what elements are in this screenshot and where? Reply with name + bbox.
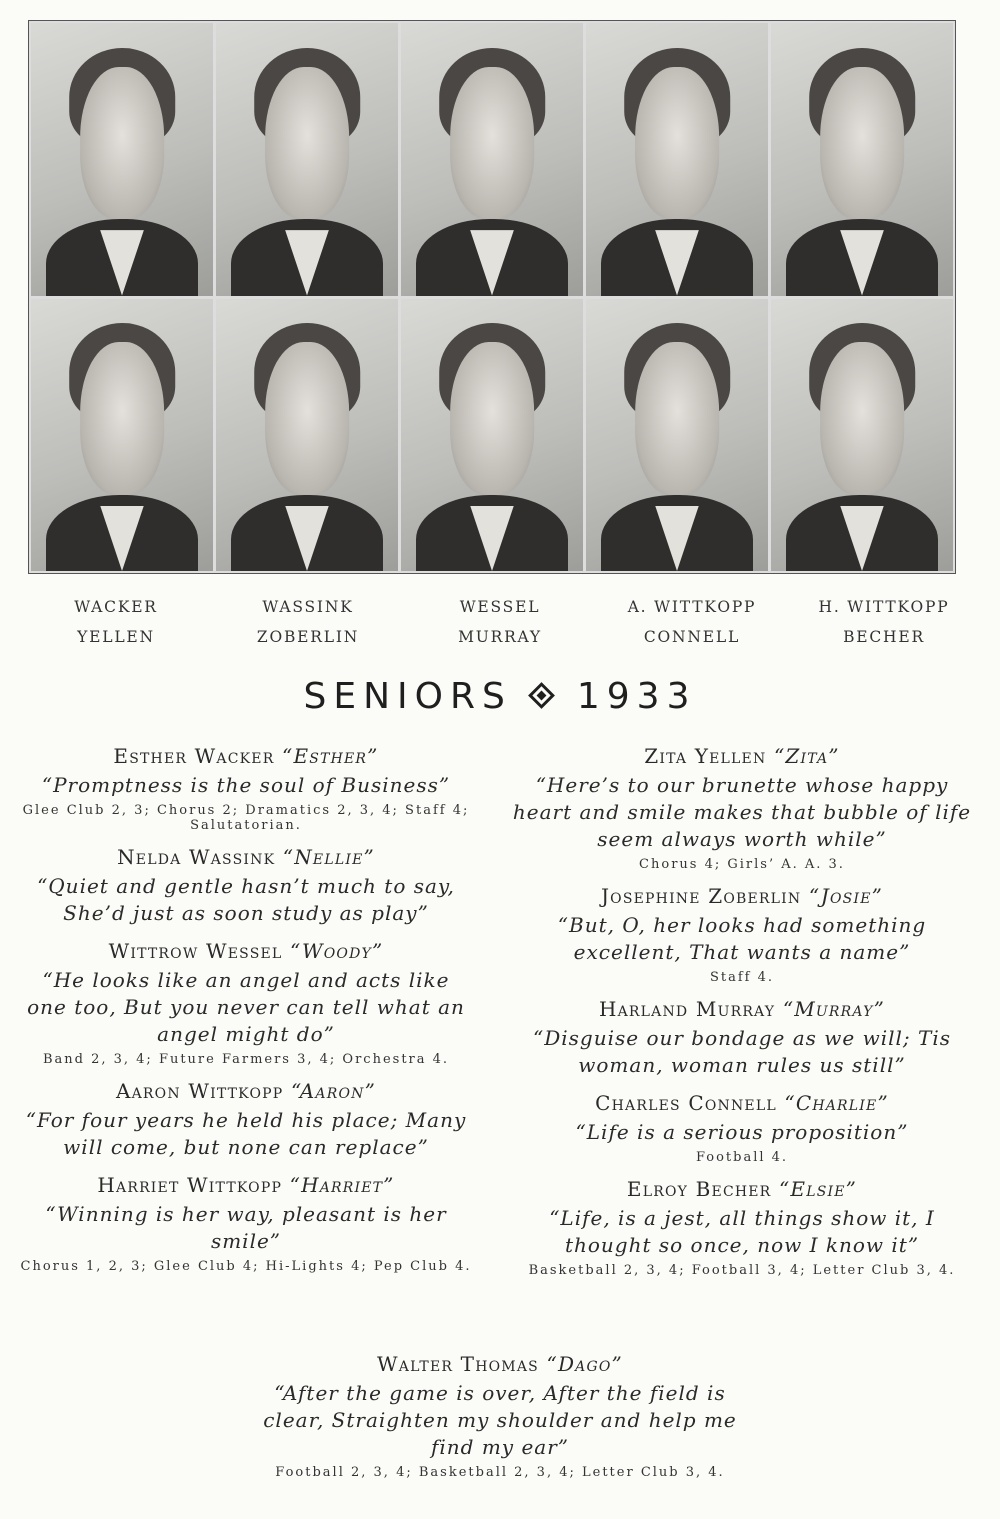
portrait-grid [28, 20, 956, 574]
senior-name: Harriet Wittkopp [97, 1173, 283, 1197]
senior-quote: “Quiet and gentle hasn’t much to say, She’d just as soon study as play” [37, 874, 455, 925]
bottom-column [262, 1352, 738, 1492]
portrait-photo [586, 23, 768, 296]
portrait-name: WESSEL [459, 598, 541, 616]
portrait-name: A. WITTKOPP [627, 598, 757, 616]
senior-name: Harland Murray [598, 997, 776, 1021]
senior-name: Zita Yellen [644, 744, 767, 768]
senior-entry [20, 939, 472, 1067]
senior-activities: Chorus 4; Girls’ A. A. 3. [639, 857, 845, 872]
heading-seniors: SENIORS [303, 676, 512, 717]
senior-activities: Basketball 2, 3, 4; Football 3, 4; Letter Club 3, 4. [528, 1263, 956, 1278]
page-heading [0, 676, 1000, 717]
senior-nickname: “Charlie” [784, 1091, 889, 1115]
senior-activities: Football 2, 3, 4; Basketball 2, 3, 4; Letter Club 3, 4. [275, 1465, 725, 1480]
senior-entry [20, 744, 472, 833]
portrait-name: ZOBERLIN [256, 628, 360, 646]
left-column [20, 744, 472, 1286]
senior-nickname: “Harriet” [289, 1173, 395, 1197]
senior-nickname: “Elsie” [778, 1177, 858, 1201]
senior-name: Esther Wacker [113, 744, 275, 768]
portrait-name: WASSINK [262, 598, 354, 616]
senior-entry [512, 884, 972, 985]
senior-name: Josephine Zoberlin [600, 884, 802, 908]
senior-name: Charles Connell [595, 1091, 777, 1115]
senior-nickname: “Murray” [782, 997, 886, 1021]
portrait-photo [31, 23, 213, 296]
portrait-photo [771, 299, 953, 572]
senior-quote: “Disguise our bondage as we will; Tis woman, woman rules us still” [532, 1026, 951, 1077]
senior-entry [512, 997, 972, 1079]
portrait-photo [216, 23, 398, 296]
portrait-name: YELLEN [77, 628, 155, 646]
diamond-icon [528, 682, 555, 709]
senior-nickname: “Esther” [282, 744, 379, 768]
senior-nickname: “Nellie” [282, 845, 375, 869]
portrait-photo [216, 299, 398, 572]
portrait-photo [401, 299, 583, 572]
senior-name: Elroy Becher [626, 1177, 772, 1201]
senior-activities: Chorus 1, 2, 3; Glee Club 4; Hi-Lights 4; Pep Club 4. [20, 1259, 472, 1274]
senior-nickname: “Zita” [773, 744, 840, 768]
senior-quote: “Here’s to our brunette whose happy heart and smile makes that bubble of life seem always worth while” [512, 773, 972, 851]
senior-entry [262, 1352, 738, 1480]
portrait-names [20, 598, 980, 646]
senior-quote: “Life is a serious proposition” [575, 1120, 909, 1144]
portrait-photo [401, 23, 583, 296]
senior-quote: “Promptness is the soul of Business” [41, 773, 451, 797]
senior-quote: “Life, is a jest, all things show it, I thought so once, now I know it” [549, 1206, 935, 1257]
senior-nickname: “Woody” [290, 939, 384, 963]
senior-quote: “After the game is over, After the field is clear, Straighten my shoulder and help me find my ear” [263, 1381, 737, 1459]
portrait-name: WACKER [74, 598, 158, 616]
portrait-photo [31, 299, 213, 572]
senior-nickname: “Dago” [546, 1352, 623, 1376]
senior-nickname: “Josie” [808, 884, 884, 908]
senior-quote: “But, O, her looks had something excellent, That wants a name” [557, 913, 927, 964]
portrait-name: MURRAY [458, 628, 542, 646]
senior-quote: “He looks like an angel and acts like one too, But you never can tell what an angel might do” [27, 968, 465, 1046]
senior-entry [20, 845, 472, 927]
portrait-name: BECHER [843, 628, 925, 646]
portrait-photo [771, 23, 953, 296]
portrait-name: CONNELL [643, 628, 741, 646]
senior-nickname: “Aaron” [290, 1079, 377, 1103]
senior-activities: Staff 4. [709, 970, 775, 985]
senior-quote: “For four years he held his place; Many will come, but none can replace” [25, 1108, 467, 1159]
senior-activities: Glee Club 2, 3; Chorus 2; Dramatics 2, 3, 4; Staff 4; Salutatorian. [22, 803, 470, 833]
senior-activities: Band 2, 3, 4; Future Farmers 3, 4; Orchestra 4. [42, 1052, 450, 1067]
right-column [512, 744, 972, 1290]
senior-name: Aaron Wittkopp [115, 1079, 284, 1103]
heading-year: 1933 [576, 676, 697, 717]
senior-name: Wittrow Wessel [108, 939, 283, 963]
portrait-photo [586, 299, 768, 572]
senior-activities: Football 4. [695, 1150, 789, 1165]
senior-quote: “Winning is her way, pleasant is her smile” [45, 1202, 447, 1253]
senior-entry [20, 1173, 472, 1274]
senior-entry [512, 1091, 972, 1165]
senior-name: Nelda Wassink [117, 845, 276, 869]
portrait-name: H. WITTKOPP [818, 598, 950, 616]
senior-entry [512, 744, 972, 872]
senior-name: Walter Thomas [377, 1352, 539, 1376]
senior-entry [512, 1177, 972, 1278]
senior-entry [20, 1079, 472, 1161]
